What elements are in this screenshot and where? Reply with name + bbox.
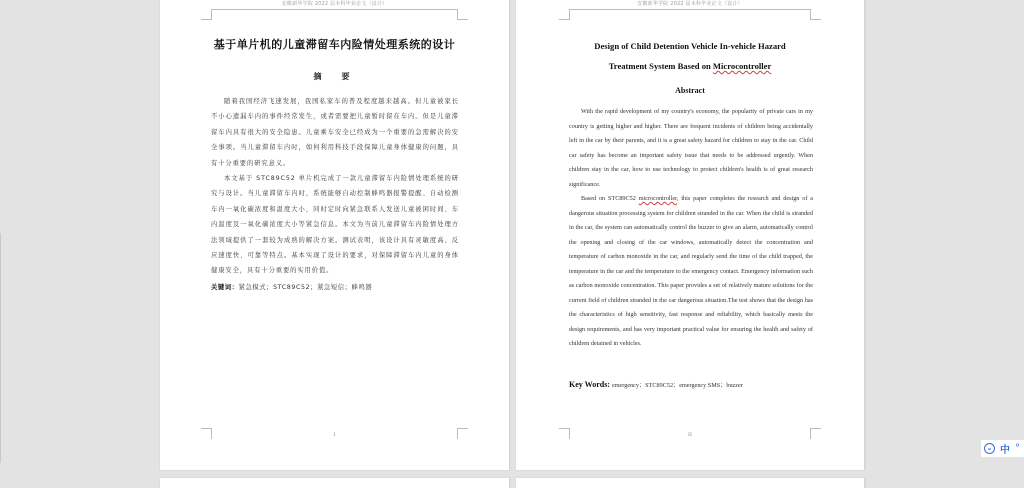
abstract-body [569, 105, 813, 352]
ime-punctuation-icon[interactable]: ° [1015, 443, 1020, 454]
paragraph-text: , this paper completes the research and design of a dangerous situation processing system for children stranded in the car. When the child is stranded in the car, the system can automatically control the buzzer to give an alarm, automatically control the opening and closing of the car windows, automatically detect the concentration and temperature of carbon monoxide in the car, and regularly send the time of the child trapped, the temperature in the car and the temperature to the emergency contact. Emergency information such as carbon monoxide concentration. This paper provides a set of relatively mature solutions for the current field of children stranded in the car dangerous situation.The test shows that the design has the characteristics of high sensitivity, fast response and reliability, which basically meets the design requirements, and has very important practical value for ensuring the health and safety of children detained in vehicles. [569, 195, 813, 347]
page-title: 基于单片机的儿童滞留车内险情处理系统的设计 [213, 38, 456, 51]
title-line-1: Design of Child Detention Vehicle In-vehicle Hazard [594, 41, 786, 51]
document-page-chinese-abstract [160, 0, 510, 470]
ime-logo-icon[interactable]: AI [984, 443, 995, 454]
keywords-label: Key Words: [569, 380, 612, 389]
page-title [516, 36, 864, 76]
spellcheck-underlined-word[interactable]: microcontroller [638, 195, 677, 202]
title-line-2 [516, 56, 864, 76]
document-page-next-right [516, 478, 865, 488]
page-number: I [333, 432, 336, 438]
abstract-paragraph: With the rapid development of my country's economy, the popularity of private cars in my country is getting higher and higher. There are frequent incidents of children being accidentally left in the car by their parents, and it is a great safety hazard for children to stay in the car. Child car safety has become an important safety issue that needs to be addressed urgently. When children stay in the car, how to use technology to protect children's health is of great research significance. [569, 108, 813, 188]
header-corner-right [811, 19, 821, 20]
header-rule [211, 9, 458, 20]
document-page-english-abstract [516, 0, 865, 470]
header-corner-left [201, 19, 211, 20]
spellcheck-underlined-word[interactable]: Microcontroller [712, 61, 772, 71]
document-page-next-left [160, 478, 510, 488]
left-edge-line [0, 233, 1, 463]
keywords-line [211, 282, 461, 291]
keywords-label: 关键词： [211, 284, 239, 291]
page-header-text: 安徽新华学院 2022 届本科毕业论文（设计） [637, 1, 743, 7]
abstract-heading: 摘 要 [313, 72, 356, 81]
page-number: II [688, 432, 692, 438]
keywords-value: emergency；STC89C52；emergency SMS；buzzer [611, 382, 743, 389]
abstract-paragraph: 随着我国经济飞速发展，我国私家车的普及程度越来越高。但儿童被家长不小心遗漏车内的事件经常发生，或者需要把儿童暂时留在车内。但是儿童滞留车内具有很大的安全隐患。儿童乘车安全已经成为一个重要的急需解决的安全事项。当儿童滞留车内时，如何利用科技手段保障儿童身体健康的问题，具有十分重要的研究意义。 [211, 98, 459, 167]
abstract-paragraph [569, 192, 813, 352]
keywords-line [569, 380, 819, 389]
ime-toolbar[interactable] [981, 440, 1024, 457]
header-rule [569, 9, 811, 20]
title-line-2-text: Treatment System Based on [608, 61, 713, 71]
keywords-value: 紧急模式；STC89C52；紧急短信；蜂鸣器 [238, 284, 373, 291]
paragraph-text: Based on STC89C52 [581, 195, 639, 202]
ime-language-toggle[interactable]: 中 [1000, 445, 1010, 456]
abstract-paragraph: 本文基于 STC89C52 单片机完成了一款儿童滞留车内险情处理系统的研究与设计。当儿童滞留车内时，系统能够自动控制蜂鸣器报警提醒、自动检测车内一氧化碳浓度和温度大小，同时定时向紧急联系人发送儿童被困时间、车内温度及一氧化碳浓度大小等紧急信息。本文为当前儿童滞留车内险情处理方法领域提供了一套较为成熟的解决方案。测试表明，该设计具有灵敏度高、反应速度快、可靠等特点。基本实现了设计的要求，对保障滞留车内儿童的身体健康安全，具有十分重要的实用价值。 [211, 175, 459, 275]
header-corner-left [559, 19, 569, 20]
abstract-heading: Abstract [675, 86, 705, 95]
abstract-body [211, 94, 459, 279]
header-corner-right [458, 19, 468, 20]
page-header-text: 安徽新华学院 2022 届本科毕业论文（设计） [281, 1, 388, 7]
